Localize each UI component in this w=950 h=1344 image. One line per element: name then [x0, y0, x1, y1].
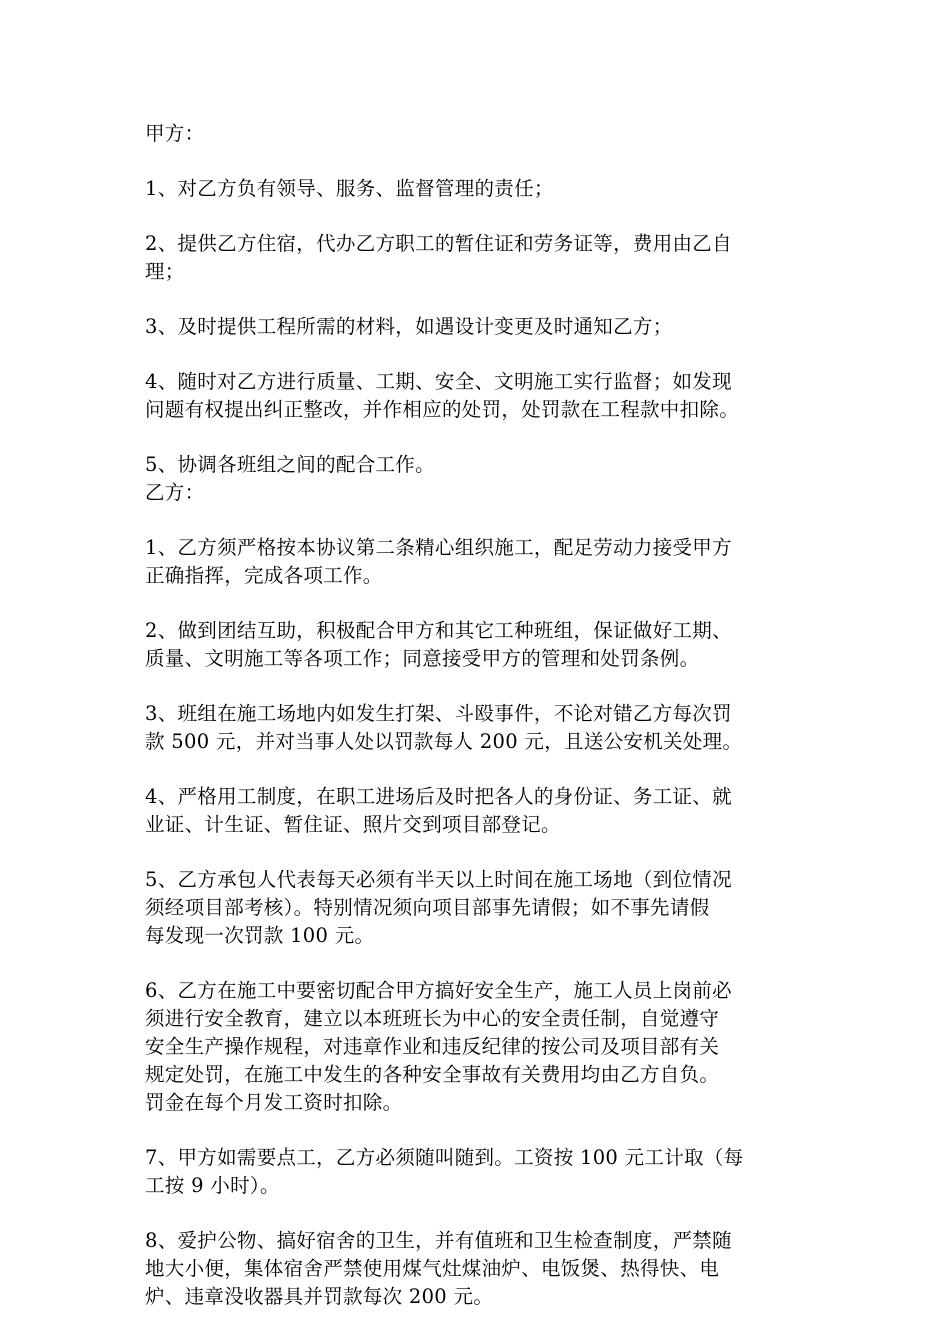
party-b-clause-8-line: 8、爱护公物、搞好宿舍的卫生，并有值班和卫生检查制度，严禁随: [145, 1229, 732, 1252]
party-b-clause-6-line: 6、乙方在施工中要密切配合甲方搞好安全生产，施工人员上岗前必: [145, 979, 732, 1002]
party-a-clause-3-line: 3、及时提供工程所需的材料，如遇设计变更及时通知乙方；: [145, 315, 673, 338]
party-a-clause-5-line: 5、协调各班组之间的配合工作。: [145, 453, 435, 476]
party-a-clause-4-line: 4、随时对乙方进行质量、工期、安全、文明施工实行监督；如发现: [145, 370, 732, 393]
document-body: [145, 120, 817, 1311]
party-b-clause-5-line: 每发现一次罚款 100 元。: [145, 924, 375, 947]
party-a-clause-1-line: 1、对乙方负有领导、服务、监督管理的责任；: [145, 177, 554, 200]
party-a-clause-4-line: 问题有权提出纠正整改，并作相应的处罚，处罚款在工程款中扣除。: [145, 398, 740, 421]
party-a-clause-2: [145, 230, 817, 286]
party-b-clause-8: [145, 1227, 817, 1311]
party-b-clause-7-line: 7、甲方如需要点工，乙方必须随叫随到。工资按 100 元工计取（每: [145, 1146, 744, 1169]
party-a-clauses: [145, 175, 817, 479]
party-b-clause-3-line: 款 500 元，并对当事人处以罚款每人 200 元，且送公安机关处理。: [145, 730, 743, 753]
party-b-clause-4-line: 4、严格用工制度，在职工进场后及时把各人的身份证、务工证、就: [145, 785, 732, 808]
party-a-clause-5: [145, 451, 817, 479]
party-b-clause-8-line: 炉、违章没收器具并罚款每次 200 元。: [145, 1285, 494, 1308]
party-b-clause-6-line: 罚金在每个月发工资时扣除。: [145, 1091, 403, 1114]
party-a-clause-2-line: 理；: [145, 260, 185, 283]
party-a-clause-2-line: 2、提供乙方住宿，代办乙方职工的暂住证和劳务证等，费用由乙自: [145, 232, 732, 255]
party-b-clause-1: [145, 534, 817, 590]
party-b-clause-2-line: 2、做到团结互助，积极配合甲方和其它工种班组，保证做好工期、: [145, 619, 732, 642]
party-b-clause-6-line: 安全生产操作规程，对违章作业和违反纪律的按公司及项目部有关: [145, 1035, 720, 1058]
party-b-clause-4: [145, 783, 817, 839]
party-a-heading: 甲方：: [145, 122, 205, 145]
party-b-clause-5: [145, 866, 817, 950]
party-a-clause-4: [145, 368, 817, 424]
party-b-clause-6: [145, 977, 817, 1117]
party-b-clause-4-line: 业证、计生证、暂住证、照片交到项目部登记。: [145, 813, 561, 836]
party-b-clause-7-line: 工按 9 小时）。: [145, 1174, 280, 1197]
party-b-clauses: [145, 534, 817, 1311]
party-b-clause-3: [145, 700, 817, 756]
party-b-clause-5-line: 须经项目部考核）。特别情况须向项目部事先请假；如不事先请假: [145, 896, 710, 919]
party-b-clause-8-line: 地大小便，集体宿舍严禁使用煤气灶煤油炉、电饭煲、热得快、电: [145, 1257, 720, 1280]
party-b-clause-7: [145, 1144, 817, 1200]
party-b-clause-2-line: 质量、文明施工等各项工作；同意接受甲方的管理和处罚条例。: [145, 647, 700, 670]
party-b-clause-6-line: 规定处罚，在施工中发生的各种安全事故有关费用均由乙方自负。: [145, 1063, 720, 1086]
party-a-clause-1: [145, 175, 817, 203]
party-b-clause-1-line: 1、乙方须严格按本协议第二条精心组织施工，配足劳动力接受甲方: [145, 536, 732, 559]
party-b-clause-6-line: 须进行安全教育，建立以本班班长为中心的安全责任制，自觉遵守: [145, 1007, 720, 1030]
party-b-clause-5-line: 5、乙方承包人代表每天必须有半天以上时间在施工场地（到位情况: [145, 868, 732, 891]
party-b-clause-2: [145, 617, 817, 673]
party-b-heading: 乙方：: [145, 481, 205, 504]
party-b-clause-1-line: 正确指挥，完成各项工作。: [145, 564, 383, 587]
party-b-clause-3-line: 3、班组在施工场地内如发生打架、斗殴事件，不论对错乙方每次罚: [145, 702, 732, 725]
party-a-clause-3: [145, 313, 817, 341]
